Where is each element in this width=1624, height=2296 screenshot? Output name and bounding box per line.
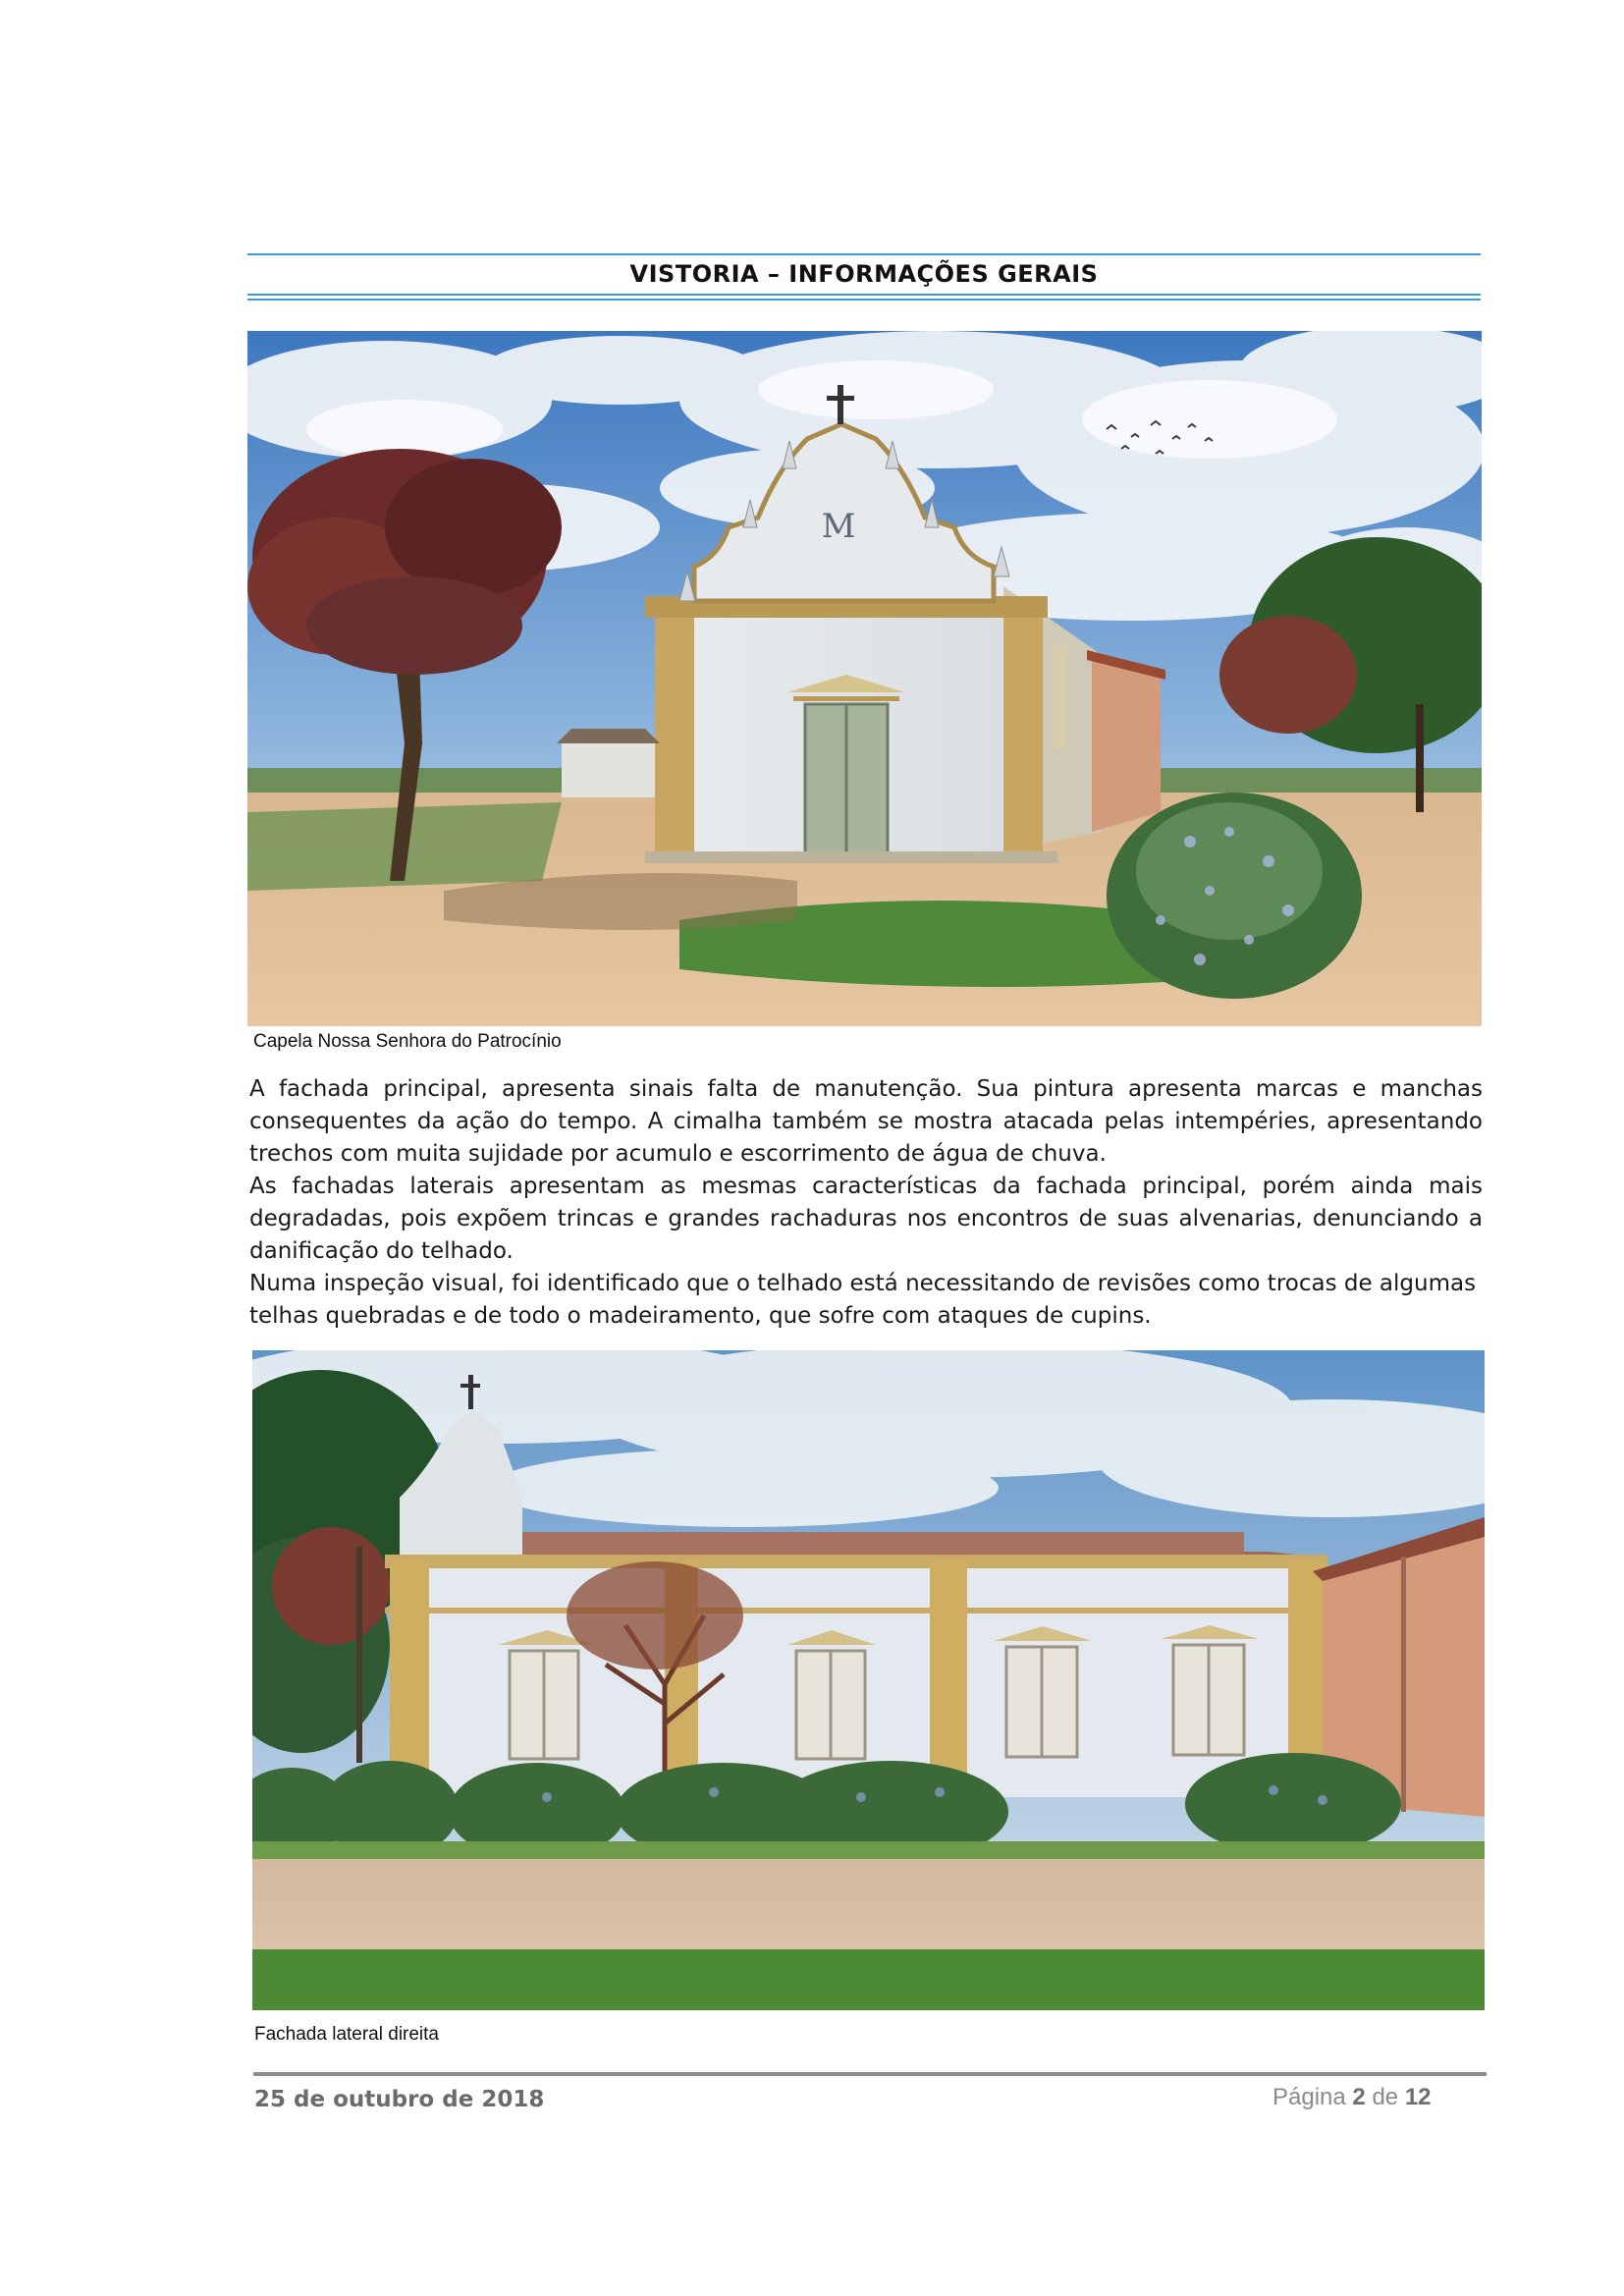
footer-date: 25 de outubro de 2018 [254, 2087, 545, 2112]
photo-caption-1: Capela Nossa Senhora do Patrocínio [253, 1031, 562, 1052]
page-number-separator: de [1372, 2084, 1399, 2110]
page-number-current: 2 [1352, 2084, 1366, 2110]
body-paragraph: A fachada principal, apresenta sinais falta de manutenção. Sua pintura apresenta marcas e manchas consequentes da ação do tempo. A cimalha também se mostra atacada pelas intempéries, apresentando trechos com muita sujidade por acumulo e escorrimento de água de chuva. [249, 1076, 1483, 1167]
page-number-prefix: Página [1272, 2084, 1346, 2110]
page-number-total: 12 [1404, 2084, 1432, 2110]
body-paragraph: Numa inspeção visual, foi identificado que o telhado está necessitando de revisões como trocas de algumas telhas quebradas e de todo o madeiramento, que sofre com ataques de cupins. [249, 1271, 1477, 1329]
page-title: VISTORIA – INFORMAÇÕES GERAIS [629, 260, 1099, 288]
header-rule-top [247, 253, 1481, 255]
footer-rule [253, 2072, 1487, 2076]
header-rule-bottom [247, 294, 1481, 296]
chapel-side-photo [252, 1350, 1485, 2010]
chapel-front-photo [247, 331, 1482, 1026]
svg-text:M: M [821, 507, 856, 546]
body-paragraph: As fachadas laterais apresentam as mesmas características da fachada principal, porém ainda mais degradadas, pois expõem trincas e grandes rachaduras nos encontros de suas alvenarias, denunciando a danificação do telhado. [249, 1174, 1483, 1264]
body-text [249, 1073, 1483, 1333]
page-number [1272, 2084, 1432, 2111]
photo-caption-2: Fachada lateral direita [254, 2024, 439, 2045]
header-rule-bottom-double [247, 299, 1481, 301]
